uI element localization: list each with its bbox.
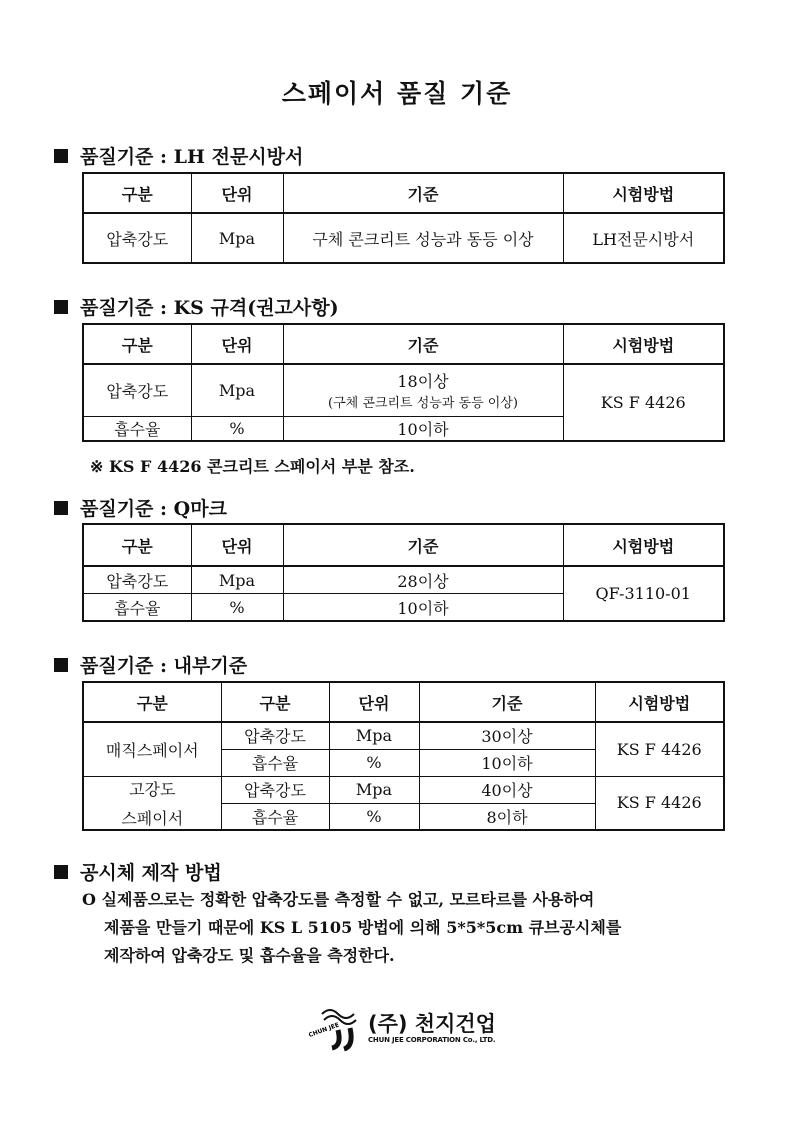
table-lh — [82, 172, 725, 264]
svg-text:CHUN JEE: CHUN JEE — [308, 1021, 341, 1039]
table-cell: 10이하 — [419, 749, 595, 776]
standard-note: (구체 콘크리트 성능과 동등 이상) — [328, 396, 518, 412]
paragraph-line: 제품을 만들기 때문에 KS L 5105 방법에 의해 5*5*5cm 큐브공시체를 — [104, 918, 622, 937]
header-cell: 구분 — [83, 682, 221, 722]
ks-reference-note: ※ KS F 4426 콘크리트 스페이서 부분 참조. — [90, 457, 415, 476]
table-cell: 압축강도 — [221, 776, 329, 803]
table-cell: % — [191, 594, 283, 622]
table-ks — [82, 323, 725, 442]
section-heading-text: 품질기준 : KS 규격(권고사항) — [80, 297, 339, 319]
table-cell: Mpa — [191, 213, 283, 263]
bullet-square-icon — [54, 865, 68, 879]
header-cell: 구분 — [83, 173, 191, 213]
header-cell: 기준 — [419, 682, 595, 722]
table-cell: 흡수율 — [221, 749, 329, 776]
company-mark-icon — [308, 1004, 366, 1052]
table-cell: KS F 4426 — [595, 722, 724, 776]
section-heading-specimen — [54, 858, 222, 885]
table-cell: QF-3110-01 — [563, 566, 724, 621]
header-cell: 구분 — [83, 324, 191, 364]
table-cell: Mpa — [329, 776, 419, 803]
header-cell: 단위 — [191, 173, 283, 213]
table-cell: Mpa — [191, 566, 283, 594]
header-cell: 기준 — [283, 524, 563, 566]
table-cell: 10이하 — [283, 416, 563, 441]
table-cell: KS F 4426 — [563, 364, 724, 441]
section-heading-text: 품질기준 : LH 전문시방서 — [80, 146, 304, 168]
header-cell: 구분 — [221, 682, 329, 722]
company-logo — [308, 1004, 498, 1054]
section-heading-internal — [54, 651, 247, 678]
header-cell: 기준 — [283, 173, 563, 213]
header-cell: 기준 — [283, 324, 563, 364]
table-cell: 압축강도 — [83, 213, 191, 263]
table-cell: 40이상 — [419, 776, 595, 803]
table-cell: 압축강도 — [83, 364, 191, 416]
company-english-name: CHUN JEE CORPORATION Co., LTD. — [368, 1036, 496, 1044]
document-title: 스페이서 품질 기준 — [281, 79, 513, 108]
bullet-square-icon — [54, 501, 68, 515]
table-cell — [283, 364, 563, 416]
bullet-square-icon — [54, 658, 68, 672]
bullet-square-icon — [54, 149, 68, 163]
table-cell: % — [329, 803, 419, 830]
header-cell: 단위 — [191, 324, 283, 364]
header-cell: 단위 — [329, 682, 419, 722]
group-name-line: 고강도 — [129, 779, 176, 799]
table-cell: KS F 4426 — [595, 776, 724, 830]
paragraph-line: O 실제품으로는 정확한 압축강도를 측정할 수 없고, 모르타르를 사용하여 — [82, 890, 595, 909]
section-heading-text: 공시체 제작 방법 — [80, 862, 222, 884]
table-cell: 30이상 — [419, 722, 595, 749]
table-cell: 구체 콘크리트 성능과 동등 이상 — [283, 213, 563, 263]
table-cell: 28이상 — [283, 566, 563, 594]
header-cell: 단위 — [191, 524, 283, 566]
table-cell: % — [191, 416, 283, 441]
specimen-paragraph — [82, 886, 621, 970]
header-cell: 구분 — [83, 524, 191, 566]
paragraph-line: 제작하여 압축강도 및 흡수율을 측정한다. — [104, 946, 395, 965]
group-cell — [83, 776, 221, 830]
table-internal — [82, 681, 725, 831]
header-cell: 시험방법 — [563, 324, 724, 364]
table-cell: % — [329, 749, 419, 776]
table-cell: 흡수율 — [83, 416, 191, 441]
header-cell: 시험방법 — [563, 524, 724, 566]
table-cell: 흡수율 — [221, 803, 329, 830]
header-cell: 시험방법 — [595, 682, 724, 722]
table-cell: 10이하 — [283, 594, 563, 622]
group-name-line: 스페이서 — [121, 808, 184, 828]
table-cell: 압축강도 — [83, 566, 191, 594]
section-heading-text: 품질기준 : 내부기준 — [80, 655, 248, 677]
table-cell: 압축강도 — [221, 722, 329, 749]
bullet-square-icon — [54, 300, 68, 314]
company-name: (주) 천지건업 — [368, 1012, 496, 1036]
section-heading-lh — [54, 142, 303, 169]
table-cell: Mpa — [191, 364, 283, 416]
standard-value: 18이상 — [397, 372, 449, 392]
section-heading-ks — [54, 293, 339, 320]
section-heading-qmark — [54, 494, 227, 521]
table-cell: 8이하 — [419, 803, 595, 830]
table-cell: Mpa — [329, 722, 419, 749]
header-cell: 시험방법 — [563, 173, 724, 213]
table-cell: LH전문시방서 — [563, 213, 724, 263]
table-qmark — [82, 523, 725, 622]
group-cell: 매직스페이서 — [83, 722, 221, 776]
table-cell: 흡수율 — [83, 594, 191, 622]
section-heading-text: 품질기준 : Q마크 — [80, 498, 227, 520]
